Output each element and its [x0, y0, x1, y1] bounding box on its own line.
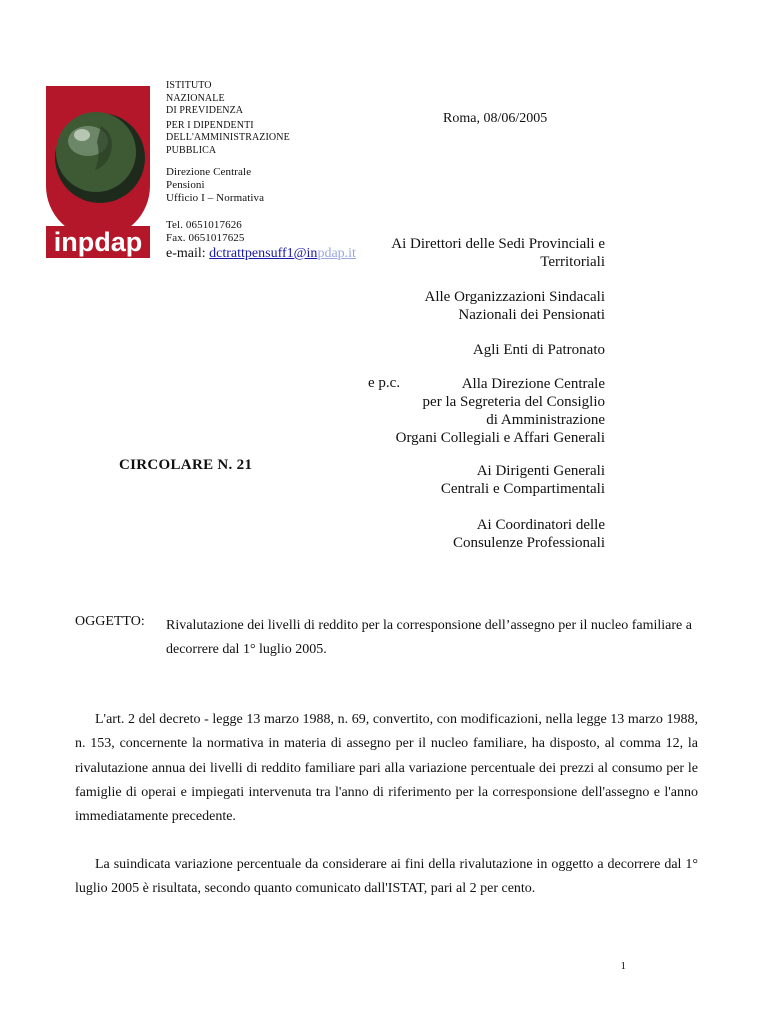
institute-name: ISTITUTO NAZIONALE DI PREVIDENZA PER I DIPENDENTI DELL'AMMINISTRAZIONE PUBBLICA: [166, 80, 290, 156]
email-link[interactable]: dctrattpensuff1@inpdap.it: [209, 246, 356, 261]
circolare-title: CIRCOLARE N. 21: [119, 457, 253, 473]
fax-number: Fax. 0651017625: [166, 232, 245, 244]
body-paragraph-2: La suindicata variazione percentuale da considerare ai fini della rivalutazione in oggetto a decorrere dal 1° luglio 2005 è risultata, secondo quanto comunicato dall'ISTAT, pari al 2 per cento.: [75, 857, 698, 897]
email-line: e-mail: dctrattpensuff1@inpdap.it: [166, 246, 356, 261]
globe-logo-icon: [46, 86, 150, 258]
svg-text:inpdap: inpdap: [53, 227, 143, 257]
body-paragraph-1: L'art. 2 del decreto - legge 13 marzo 1988, n. 69, convertito, con modificazioni, nella legge 13 marzo 1988, n. 153, concernente la normativa in materia di assegno per il nucleo familiare, ha disposto, al comma 12, la rivalutazione annua dei livelli di reddito familiare pari alla variazione percentuale dei prezzi al consumo per le famiglie di operai e impiegati intervenuta tra l'anno di riferimento per la corresponsione dell'assegno e l'anno immediatamente precedente.: [75, 712, 698, 825]
oggetto-text: Rivalutazione dei livelli di reddito per la corresponsione dell’assegno per il nucleo familiare a decorrere dal 1° luglio 2005.: [166, 618, 692, 657]
tel-number: Tel. 0651017626: [166, 219, 242, 231]
page-number: 1: [620, 960, 626, 972]
recipient-coordinatori: Ai Coordinatori delle Consulenze Professionali: [452, 517, 605, 551]
recipient-direzione-centrale: Alla Direzione Centrale per la Segreteria del Consiglio di Amministrazione Organi Collegiali e Affari Generali: [395, 376, 605, 446]
recipient-direttori: Ai Direttori delle Sedi Provinciali e Territoriali: [391, 236, 605, 270]
recipient-patronato: Agli Enti di Patronato: [472, 342, 605, 358]
recipient-sindacali: Alle Organizzazioni Sindacali Nazionali dei Pensionati: [424, 289, 605, 323]
cc-prefix: e p.c.: [368, 375, 401, 391]
department-block: Direzione Centrale Pensioni Ufficio I – Normativa: [166, 166, 265, 204]
document-date: Roma, 08/06/2005: [443, 111, 548, 126]
oggetto-label: OGGETTO:: [75, 614, 145, 629]
inpdap-logo: [46, 86, 150, 258]
contact-block: [166, 219, 245, 245]
recipient-dirigenti: Ai Dirigenti Generali Centrali e Compartimentali: [440, 463, 605, 497]
